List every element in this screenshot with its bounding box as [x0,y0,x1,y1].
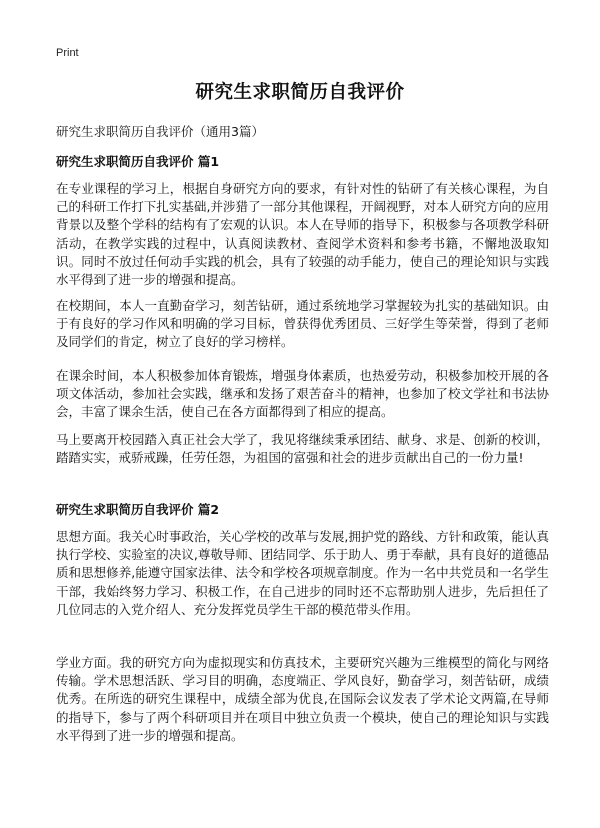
section-1-paragraph-4: 马上要离开校园踏入真正社会大学了，我见将继续秉承团结、献身、求是、创新的校训，踏踏实实，戒骄戒躁，任劳任怨，为祖国的富强和社会的进步贡献出自己的一份力量! [56,432,549,466]
section-1-paragraph-3: 在课余时间，本人积极参加体育锻炼，增强身体素质，也热爱劳动，积极参加校开展的各项文体活动，参加社会实践，继承和发扬了艰苦奋斗的精神，也参加了校文学社和书法协会，丰富了课余生活，使自己在各方面都得到了相应的提高。 [56,368,549,420]
page-title: 研究生求职简历自我评价 [195,82,405,103]
section-2-paragraph-2: 学业方面。我的研究方向为虚拟现实和仿真技术，主要研究兴趣为三维模型的简化与网络传输。学术思想活跃、学习目的明确，态度端正、学风良好，勤奋学习，刻苦钻研，成绩优秀。在所选的研究生课程中，成绩全部为优良,在国际会议发表了学术论文两篇,在导师的指导下，参与了两个科研项目并在项目中独立负责一个模块，使自己的理论知识与实践水平得到了进一步的增强和提高。 [56,655,549,743]
section-1-paragraph-1: 在专业课程的学习上，根据自身研究方向的要求，有针对性的钻研了有关核心课程，为自己的科研工作打下扎实基础,并涉猎了一部分其他课程，开阔视野，对本人研究方向的应用背景以及整个学科的结构有了宏观的认识。本人在导师的指导下，积极参与各项教学科研活动，在教学实践的过程中，认真阅读教材、查阅学术资料和参考书籍，不懈地汲取知识。同时不放过任何动手实践的机会，具有了较强的动手能力，使自己的理论知识与实践水平得到了进一步的增强和提高。 [56,181,549,288]
section-1-paragraph-2: 在校期间，本人一直勤奋学习，刻苦钻研，通过系统地学习掌握较为扎实的基础知识。由于有良好的学习作风和明确的学习目标，曾获得优秀团员、三好学生等荣誉，得到了老师及同学们的肯定，树立了良好的学习榜样。 [56,298,549,350]
section-heading-1: 研究生求职简历自我评价 篇1 [56,154,220,169]
document-subtitle: 研究生求职简历自我评价（通用3篇） [56,124,264,139]
print-label: Print [56,47,79,59]
section-heading-2: 研究生求职简历自我评价 篇2 [56,502,220,517]
section-2-paragraph-1: 思想方面。我关心时事政治，关心学校的改革与发展,拥护党的路线、方针和政策，能认真执行学校、实验室的决议,尊敬导师、团结同学、乐于助人、勇于奉献，具有良好的道德品质和思想修养,能遵守国家法律、法令和学校各项规章制度。作为一名中共党员和一名学生干部，我始终努力学习、积极工作，在自己进步的同时还不忘帮助别人进步，先后担任了几位同志的入党介绍人、充分发挥党员学生干部的模范带头作用。 [56,529,549,617]
